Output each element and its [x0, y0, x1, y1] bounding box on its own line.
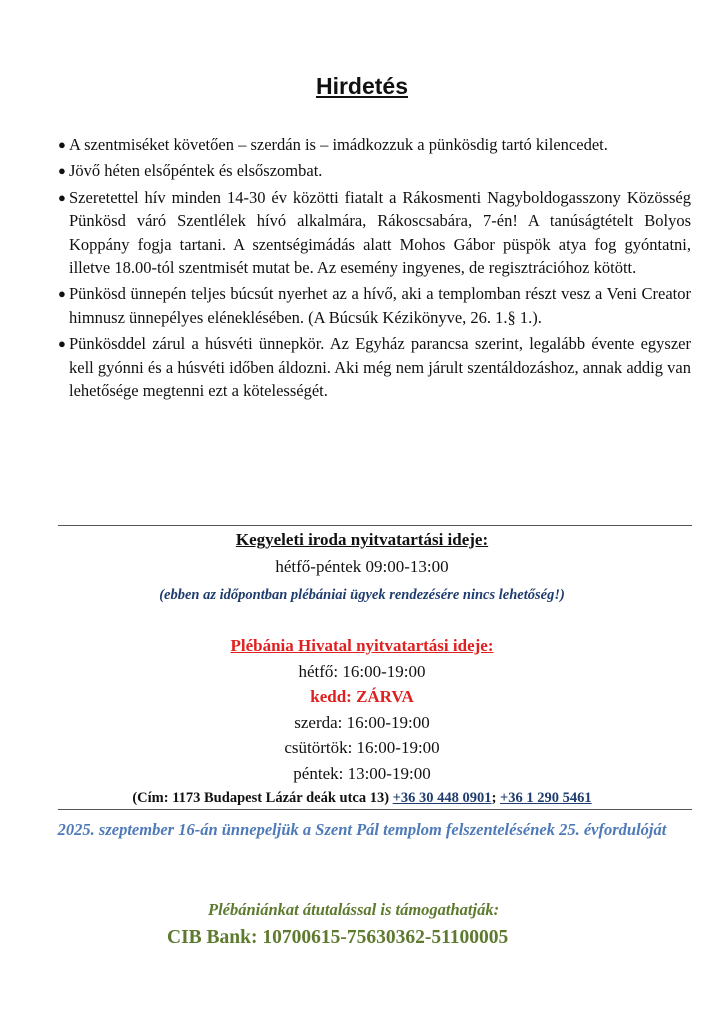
announcement-text: Pünkösddel zárul a húsvéti ünnepkör. Az Egyház parancsa szerint, legalább évente egyszer kell gyónni és a húsvéti időben áldozni. Aki még nem járult szentáldozáshoz, annak addig van lehetősége megtenni ezt a kötelességét.: [69, 334, 691, 401]
contact-line: [0, 790, 724, 807]
support-text: Plébániánkat átutalással is támogathatják:: [208, 900, 500, 919]
phone-link-mobile[interactable]: +36 30 448 0901: [392, 790, 492, 806]
schedule-friday: péntek: 13:00-19:00: [293, 764, 431, 783]
schedule-thursday: csütörtök: 16:00-19:00: [284, 738, 440, 757]
office-hours-heading: Kegyeleti iroda nyitvatartási ideje:: [235, 530, 489, 549]
announcement-text: Pünkösd ünnepén teljes búcsút nyerhet az a hívő, aki a templomban részt vesz a Veni Creator himnusz ünnepélyes eléneklésében. (A Búcsúk Kézikönyve, 26. 1.§ 1.).: [69, 284, 691, 327]
bullet-icon: ●: [58, 286, 66, 302]
list-item: [59, 282, 691, 329]
list-item: [59, 159, 691, 182]
office-hours: hétfő-péntek 09:00-13:00: [275, 557, 449, 576]
announcement-text: Szeretettel hív minden 14-30 év közötti fiatalt a Rákosmenti Nagyboldogasszony Közösség Pünkösd váró Szentlélek hívó alkalmára, Rákoscsabára, 7-én! A tanúságtételt Bolyos Koppány fogja tartani. A szentségimádás alatt Mohos Gábor püspök atya fog gyóntatni, illetve 18.00-tól szentmisét mutat be. Az esemény ingyenes, de regisztrációhoz kötött.: [69, 187, 691, 278]
announcement-text: Jövő héten elsőpéntek és elsőszombat.: [69, 161, 323, 181]
page-title: Hirdetés: [315, 73, 409, 99]
divider: [58, 525, 692, 526]
bank-account: CIB Bank: 10700615-75630362-51100005: [167, 927, 509, 948]
bullet-icon: ●: [58, 189, 66, 205]
announcement-list: [59, 133, 691, 405]
bullet-icon: ●: [58, 163, 66, 179]
schedule-tuesday: kedd: ZÁRVA: [310, 687, 414, 706]
phone-separator: ;: [491, 790, 497, 806]
list-item: [59, 186, 691, 280]
bullet-icon: ●: [58, 336, 66, 352]
schedule-wednesday: szerda: 16:00-19:00: [294, 713, 430, 732]
bullet-icon: ●: [58, 137, 66, 152]
announcement-text: A szentmiséket követően – szerdán is – imádkozzuk a pünkösdig tartó kilencedet.: [69, 135, 608, 154]
list-item: [59, 133, 691, 156]
address: (Cím: 1173 Budapest Lázár deák utca 13): [132, 790, 390, 806]
divider: [58, 809, 692, 810]
parish-hours-heading: Plébánia Hivatal nyitvatartási ideje:: [230, 636, 494, 655]
anniversary-note: 2025. szeptember 16-án ünnepeljük a Szent Pál templom felszentelésének 25. évfordulóját: [57, 820, 667, 839]
office-note: (ebben az időpontban plébániai ügyek rendezésére nincs lehetőség!): [159, 587, 565, 603]
schedule-monday: hétfő: 16:00-19:00: [298, 662, 426, 681]
phone-link-landline[interactable]: +36 1 290 5461: [500, 790, 592, 806]
list-item: [59, 332, 691, 402]
